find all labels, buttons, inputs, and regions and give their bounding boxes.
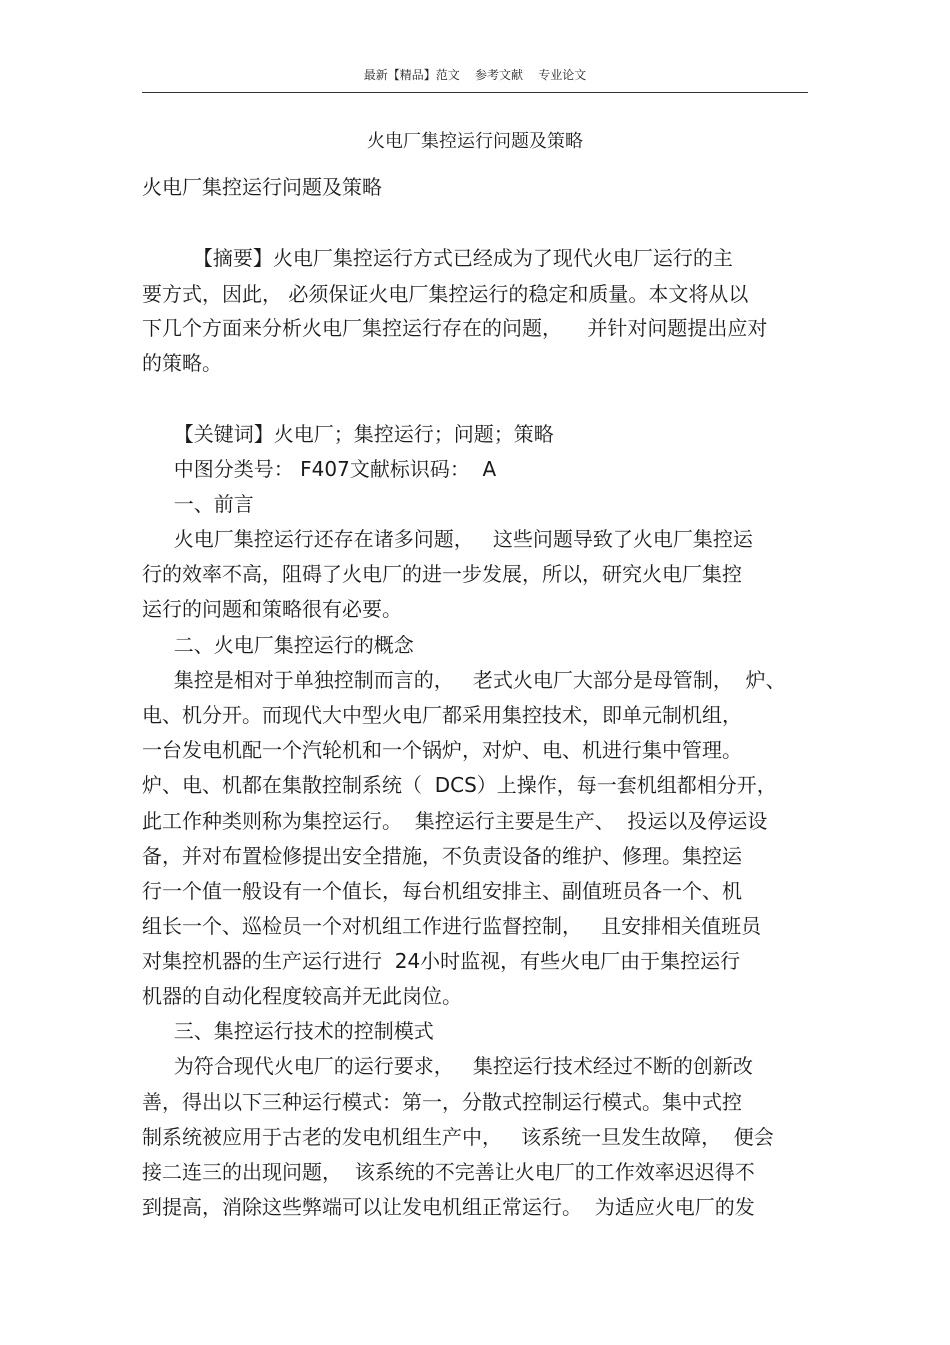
text-line: 中图分类号： F407文献标识码： A [142, 457, 497, 481]
text-line: 【关键词】火电厂；集控运行；问题；策略 [142, 422, 554, 446]
text-line: 机器的自动化程度较高并无此岗位。 [142, 984, 462, 1008]
text-line: 炉、电、机都在集散控制系统（ DCS）上操作，每一套机组都相分开， [142, 773, 777, 797]
text-line: 行一个值一般设有一个值长，每台机组安排主、副值班员各一个、机 [142, 879, 742, 903]
text-line: 备，并对布置检修提出安全措施，不负责设备的维护、修理。集控运 [142, 844, 742, 868]
text-line: 【摘要】火电厂集控运行方式已经成为了现代火电厂运行的主 [142, 246, 733, 270]
text-line: 下几个方面来分析火电厂集控运行存在的问题， 并针对问题提出应对 [142, 316, 768, 340]
text-line: 火电厂集控运行问题及策略 [142, 175, 382, 199]
text-line: 善，得出以下三种运行模式：第一，分散式控制运行模式。集中式控 [142, 1090, 742, 1114]
text-line: 要方式，因此， 必须保证火电厂集控运行的稳定和质量。本文将从以 [142, 282, 749, 306]
text-line: 电、机分开。而现代大中型火电厂都采用集控技术，即单元制机组， [142, 703, 742, 727]
text-line: 组长一个、巡检员一个对机组工作进行监督控制， 且安排相关值班员 [142, 914, 762, 938]
text-line: 为符合现代火电厂的运行要求， 集控运行技术经过不断的创新改 [142, 1054, 753, 1078]
text-line: 火电厂集控运行还存在诸多问题， 这些问题导致了火电厂集控运 [142, 527, 753, 551]
text-line: 运行的问题和策略很有必要。 [142, 597, 402, 621]
document-title: 火电厂集控运行问题及策略 [367, 131, 583, 152]
text-line: 此工作种类则称为集控运行。 集控运行主要是生产、 投运以及停运设 [142, 809, 768, 833]
page-header: 最新【精品】范文 参考文献 专业论文 [142, 64, 808, 93]
text-line: 的策略。 [142, 351, 222, 375]
text-line: 一台发电机配一个汽轮机和一个锅炉，对炉、电、机进行集中管理。 [142, 738, 742, 762]
text-line: 三、集控运行技术的控制模式 [142, 1019, 434, 1043]
text-line: 二、火电厂集控运行的概念 [142, 633, 414, 657]
text-line: 行的效率不高，阻碍了火电厂的进一步发展，所以，研究火电厂集控 [142, 562, 742, 586]
text-line: 对集控机器的生产运行进行 24小时监视，有些火电厂由于集控运行 [142, 949, 741, 973]
text-line: 到提高，消除这些弊端可以让发电机组正常运行。 为适应火电厂的发 [142, 1195, 755, 1219]
text-line: 集控是相对于单独控制而言的， 老式火电厂大部分是母管制， 炉、 [142, 668, 786, 692]
text-line: 接二连三的出现问题， 该系统的不完善让火电厂的工作效率迟迟得不 [142, 1160, 755, 1184]
text-line: 一、前言 [142, 492, 254, 516]
text-line: 制系统被应用于古老的发电机组生产中， 该系统一旦发生故障， 便会 [142, 1125, 774, 1149]
